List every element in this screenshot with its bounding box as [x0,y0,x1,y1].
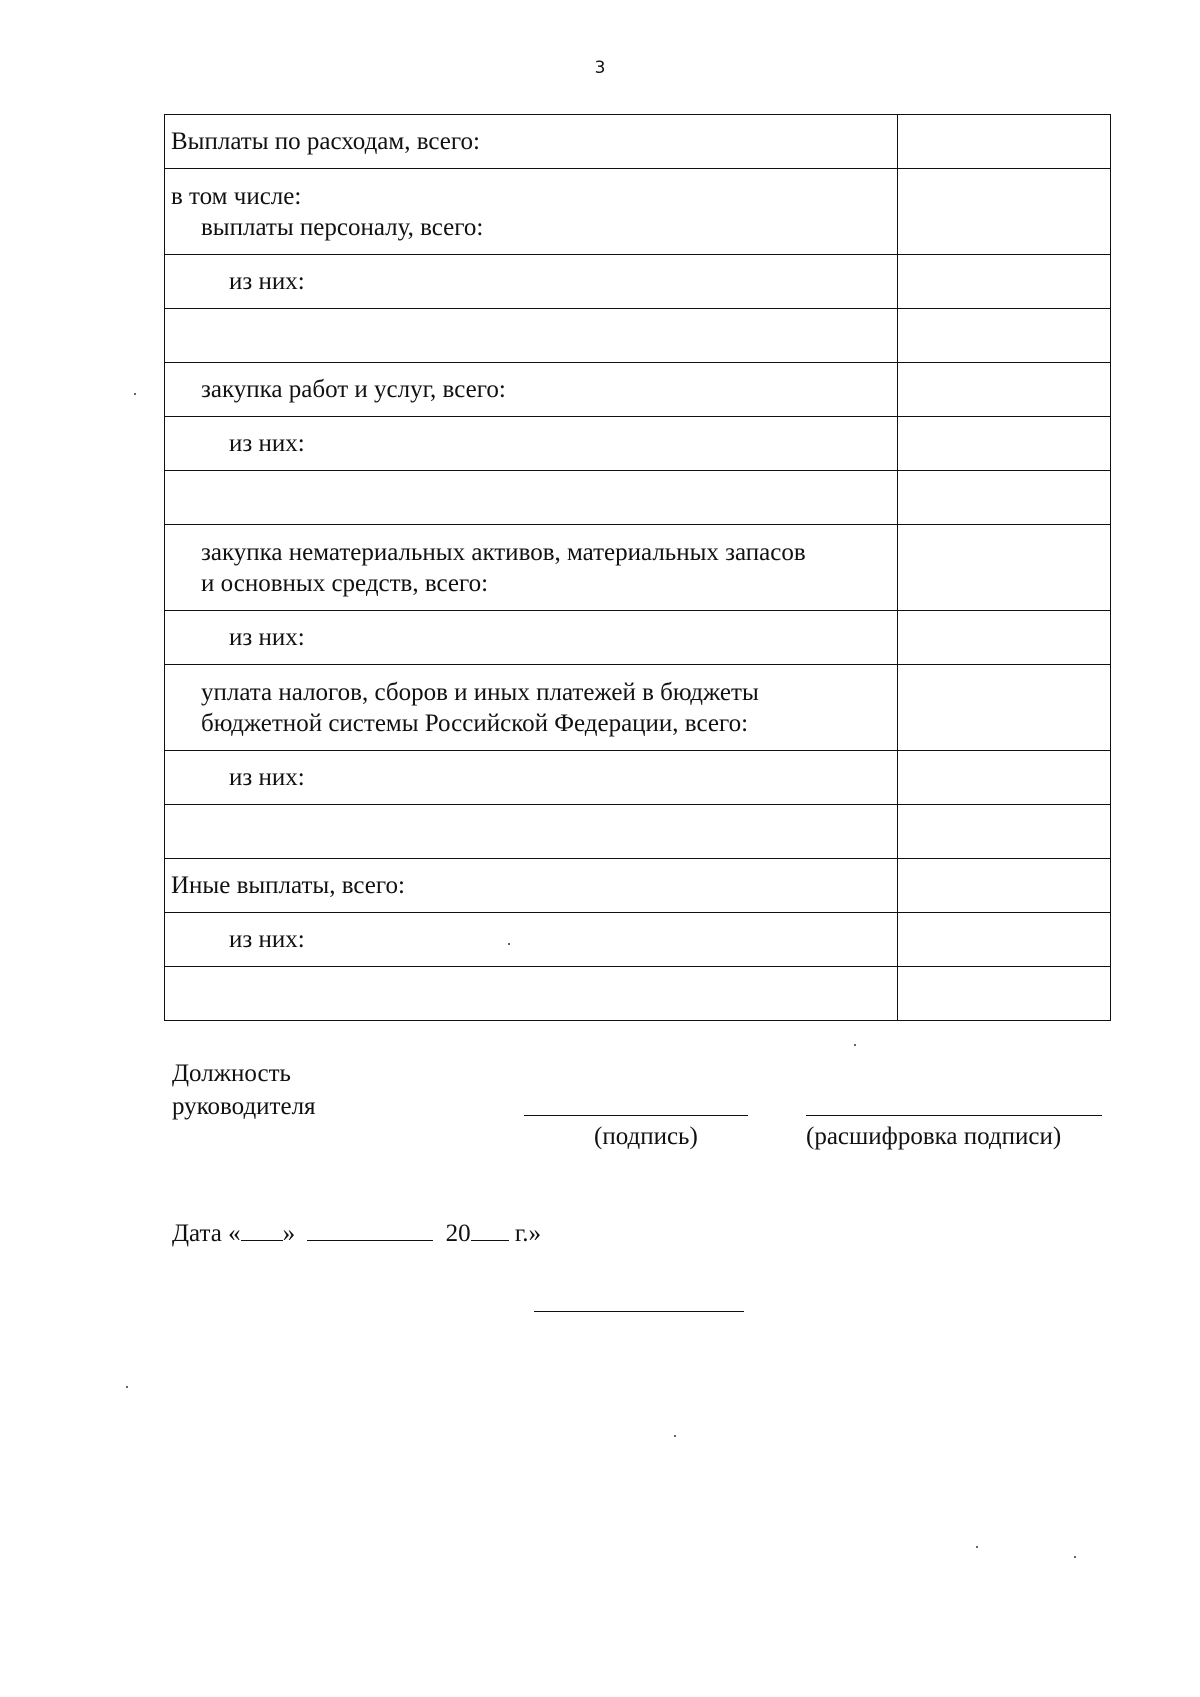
row-label: из них: [229,624,305,651]
row-label-cell [165,169,898,255]
position-label [172,1057,316,1123]
row-label-cell [165,913,898,967]
scan-speck [134,393,136,395]
date-year-prefix: 20 [445,1220,471,1247]
row-value-cell [898,805,1111,859]
position-label-line2: руководителя [172,1093,316,1120]
table-row [165,859,1111,913]
table-row [165,255,1111,309]
row-label [229,320,897,351]
row-label-cell [165,309,898,363]
row-label [229,978,897,1009]
table-row [165,913,1111,967]
table-row [165,115,1111,169]
row-value-cell [898,255,1111,309]
date-label: Дата « [172,1220,241,1247]
row-label-cell [165,665,898,751]
row-label: в том числе: [171,182,302,210]
table-row [165,417,1111,471]
bottom-rule [534,1311,744,1312]
signature-line [524,1115,748,1116]
row-label-cell [165,115,898,169]
table-row [165,525,1111,611]
row-label: закупка нематериальных активов, материальных запасов [201,538,806,566]
date-month-blank [307,1218,433,1241]
row-label-cell [165,525,898,611]
row-label: выплаты персоналу, всего: [201,213,484,241]
row-label: из них: [229,268,305,295]
scan-speck [126,1386,128,1388]
row-value-cell [898,665,1111,751]
scan-speck [674,1435,676,1437]
row-label-cell [165,417,898,471]
signature-caption: (подпись) [594,1123,698,1150]
row-label: бюджетной системы Российской Федерации, всего: [201,709,749,737]
row-label [229,816,897,847]
row-value-cell [898,859,1111,913]
row-value-cell [898,967,1111,1021]
row-value-cell [898,611,1111,665]
row-value-cell [898,417,1111,471]
row-value-cell [898,115,1111,169]
row-label: уплата налогов, сборов и иных платежей в бюджеты [201,678,759,706]
row-label-cell [165,967,898,1021]
scan-speck [1074,1556,1076,1558]
row-label-cell [165,363,898,417]
page-number: 3 [594,58,606,78]
scan-speck [976,1546,978,1548]
date-line [172,1218,541,1249]
row-label-cell [165,255,898,309]
table-row [165,751,1111,805]
table-row [165,805,1111,859]
table-row [165,169,1111,255]
table-row [165,665,1111,751]
row-value-cell [898,751,1111,805]
date-day-blank [241,1218,283,1241]
row-label-cell [165,611,898,665]
date-year-suffix: г.» [508,1220,542,1247]
row-label-cell [165,859,898,913]
signature-decoding-line [806,1115,1102,1116]
row-label [229,482,897,513]
row-value-cell [898,525,1111,611]
row-value-cell [898,309,1111,363]
row-value-cell [898,913,1111,967]
row-value-cell [898,471,1111,525]
signature-decoding-caption: (расшифровка подписи) [806,1123,1062,1150]
row-label: Иные выплаты, всего: [171,872,405,899]
date-close-quote: » [282,1220,296,1247]
table-row [165,309,1111,363]
expense-payments-table [164,114,1111,1021]
row-label-cell [165,805,898,859]
row-label: из них: [229,764,305,791]
table-row [165,967,1111,1021]
row-value-cell [898,169,1111,255]
date-year-blank [471,1218,509,1241]
scan-speck [854,1044,856,1046]
row-label-cell [165,751,898,805]
table-row [165,471,1111,525]
table-body [165,115,1111,1021]
table-row [165,611,1111,665]
row-label: и основных средств, всего: [201,569,489,597]
row-label: Выплаты по расходам, всего: [171,128,480,155]
row-label: из них: [229,430,305,457]
row-label: из них: [229,926,305,953]
row-label-cell [165,471,898,525]
position-label-line1: Должность [172,1060,291,1087]
row-label: закупка работ и услуг, всего: [201,376,506,403]
scan-speck [508,943,510,945]
row-value-cell [898,363,1111,417]
table-row [165,363,1111,417]
